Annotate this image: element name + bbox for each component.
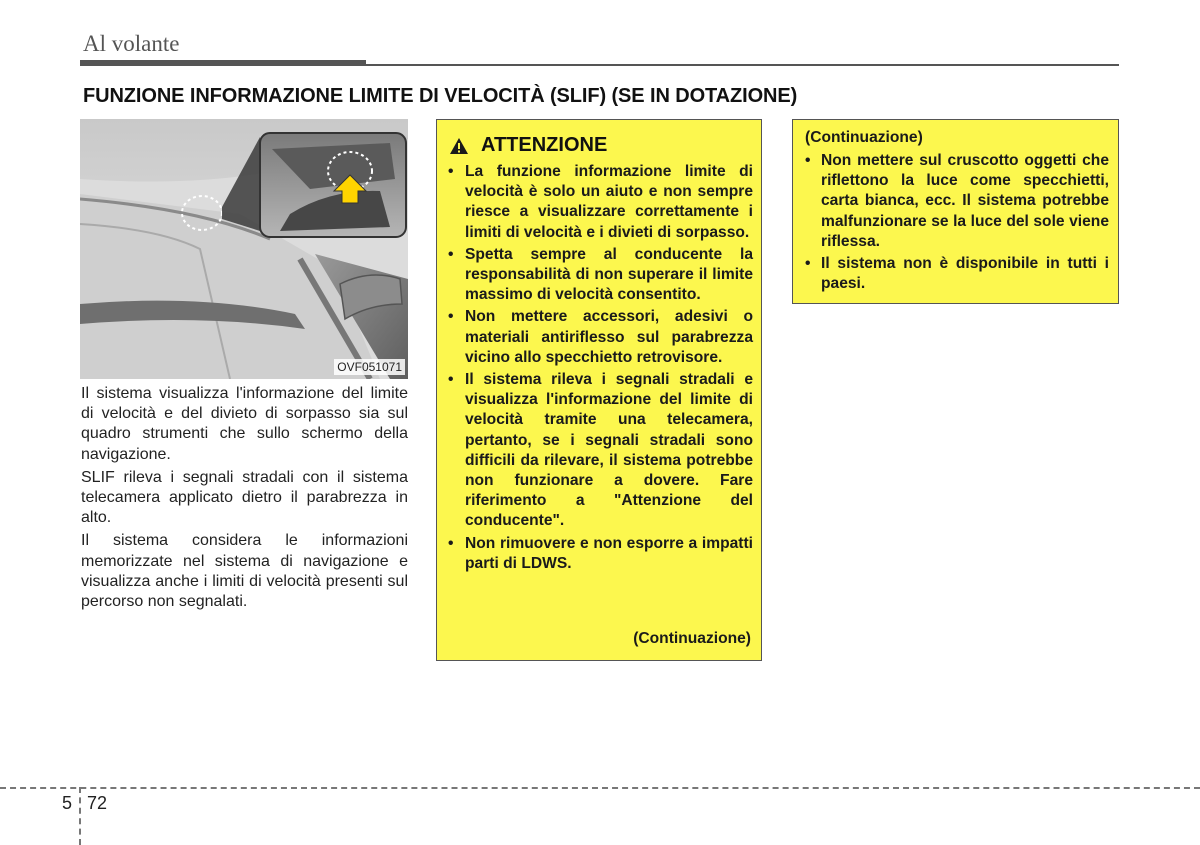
body-paragraph: Il sistema considera le informazioni memorizzate nel sistema di navigazione e visualizza anche i limiti di velocità presenti sul percorso non segnalati.	[81, 532, 408, 611]
bullet: •	[448, 308, 454, 326]
bullet: •	[805, 152, 811, 169]
warning-item	[448, 307, 753, 368]
bullet: •	[448, 534, 454, 552]
footer-rule	[0, 787, 1200, 789]
warning-list	[448, 162, 753, 576]
body-text-column	[81, 384, 408, 615]
figure-code: OVF051071	[334, 359, 405, 375]
continuation-title: (Continuazione)	[805, 129, 923, 146]
warning-item-text: Non rimuovere e non esporre a impatti parti di LDWS.	[465, 534, 753, 572]
warning-title: ATTENZIONE	[481, 134, 608, 156]
windshield-illustration-graphic	[80, 119, 408, 379]
warning-header	[449, 134, 607, 157]
bullet: •	[448, 163, 454, 180]
bullet: •	[448, 245, 454, 263]
header-rule-bold	[80, 60, 366, 66]
continuation-box	[792, 119, 1119, 304]
bullet: •	[448, 371, 454, 389]
warning-item	[448, 534, 753, 574]
continuation-item	[805, 151, 1109, 252]
warning-item	[448, 162, 753, 243]
windshield-camera-illustration	[80, 119, 408, 379]
warning-box	[436, 119, 762, 661]
continuation-item-text: Non mettere sul cruscotto oggetti che riflettono la luce come specchietti, carta bianca, ecc. Il sistema potrebbe malfunzionare se la luce del sole viene riflessa.	[821, 152, 1109, 250]
bullet: •	[805, 255, 811, 273]
footer-divider	[79, 787, 81, 845]
warning-item	[448, 370, 753, 532]
warning-item-text: La funzione informazione limite di velocità è solo un aiuto e non sempre riesce a visualizzare correttamente i limiti di velocità e i divieti di sorpasso.	[465, 163, 753, 241]
warning-item-text: Il sistema rileva i segnali stradali e visualizza l'informazione del limite di velocità tramite una telecamera, pertanto, se i segnali stradali sono difficili da rilevare, il sistema potrebbe non funzionare a dovere. Fare riferimento a "Attenzione del conducente".	[465, 371, 753, 530]
page-number: 72	[87, 793, 108, 813]
body-paragraph: SLIF rileva i segnali stradali con il sistema telecamera applicato dietro il parabrezza in alto.	[81, 468, 408, 527]
continuation-item-text: Il sistema non è disponibile in tutti i paesi.	[821, 255, 1109, 293]
warning-triangle-icon	[449, 137, 469, 155]
warning-item-text: Non mettere accessori, adesivi o materiali antiriflesso sul parabrezza vicino allo specchietto retrovisore.	[465, 308, 753, 366]
section-number: 5	[62, 793, 73, 813]
warning-continued-label: (Continuazione)	[633, 630, 751, 647]
warning-item-text: Spetta sempre al conducente la responsabilità di non superare il limite massimo di velocità consentito.	[465, 245, 753, 304]
warning-item	[448, 245, 753, 306]
running-title: Al volante	[83, 31, 180, 56]
continuation-item	[805, 254, 1109, 294]
header-rule-thin	[366, 64, 1119, 66]
body-paragraph: Il sistema visualizza l'informazione del limite di velocità e del divieto di sorpasso sia sul quadro strumenti che sullo schermo della navigazione.	[81, 385, 408, 463]
section-title: FUNZIONE INFORMAZIONE LIMITE DI VELOCITÀ (SLIF) (SE IN DOTAZIONE)	[83, 85, 798, 107]
continuation-list	[805, 151, 1109, 296]
